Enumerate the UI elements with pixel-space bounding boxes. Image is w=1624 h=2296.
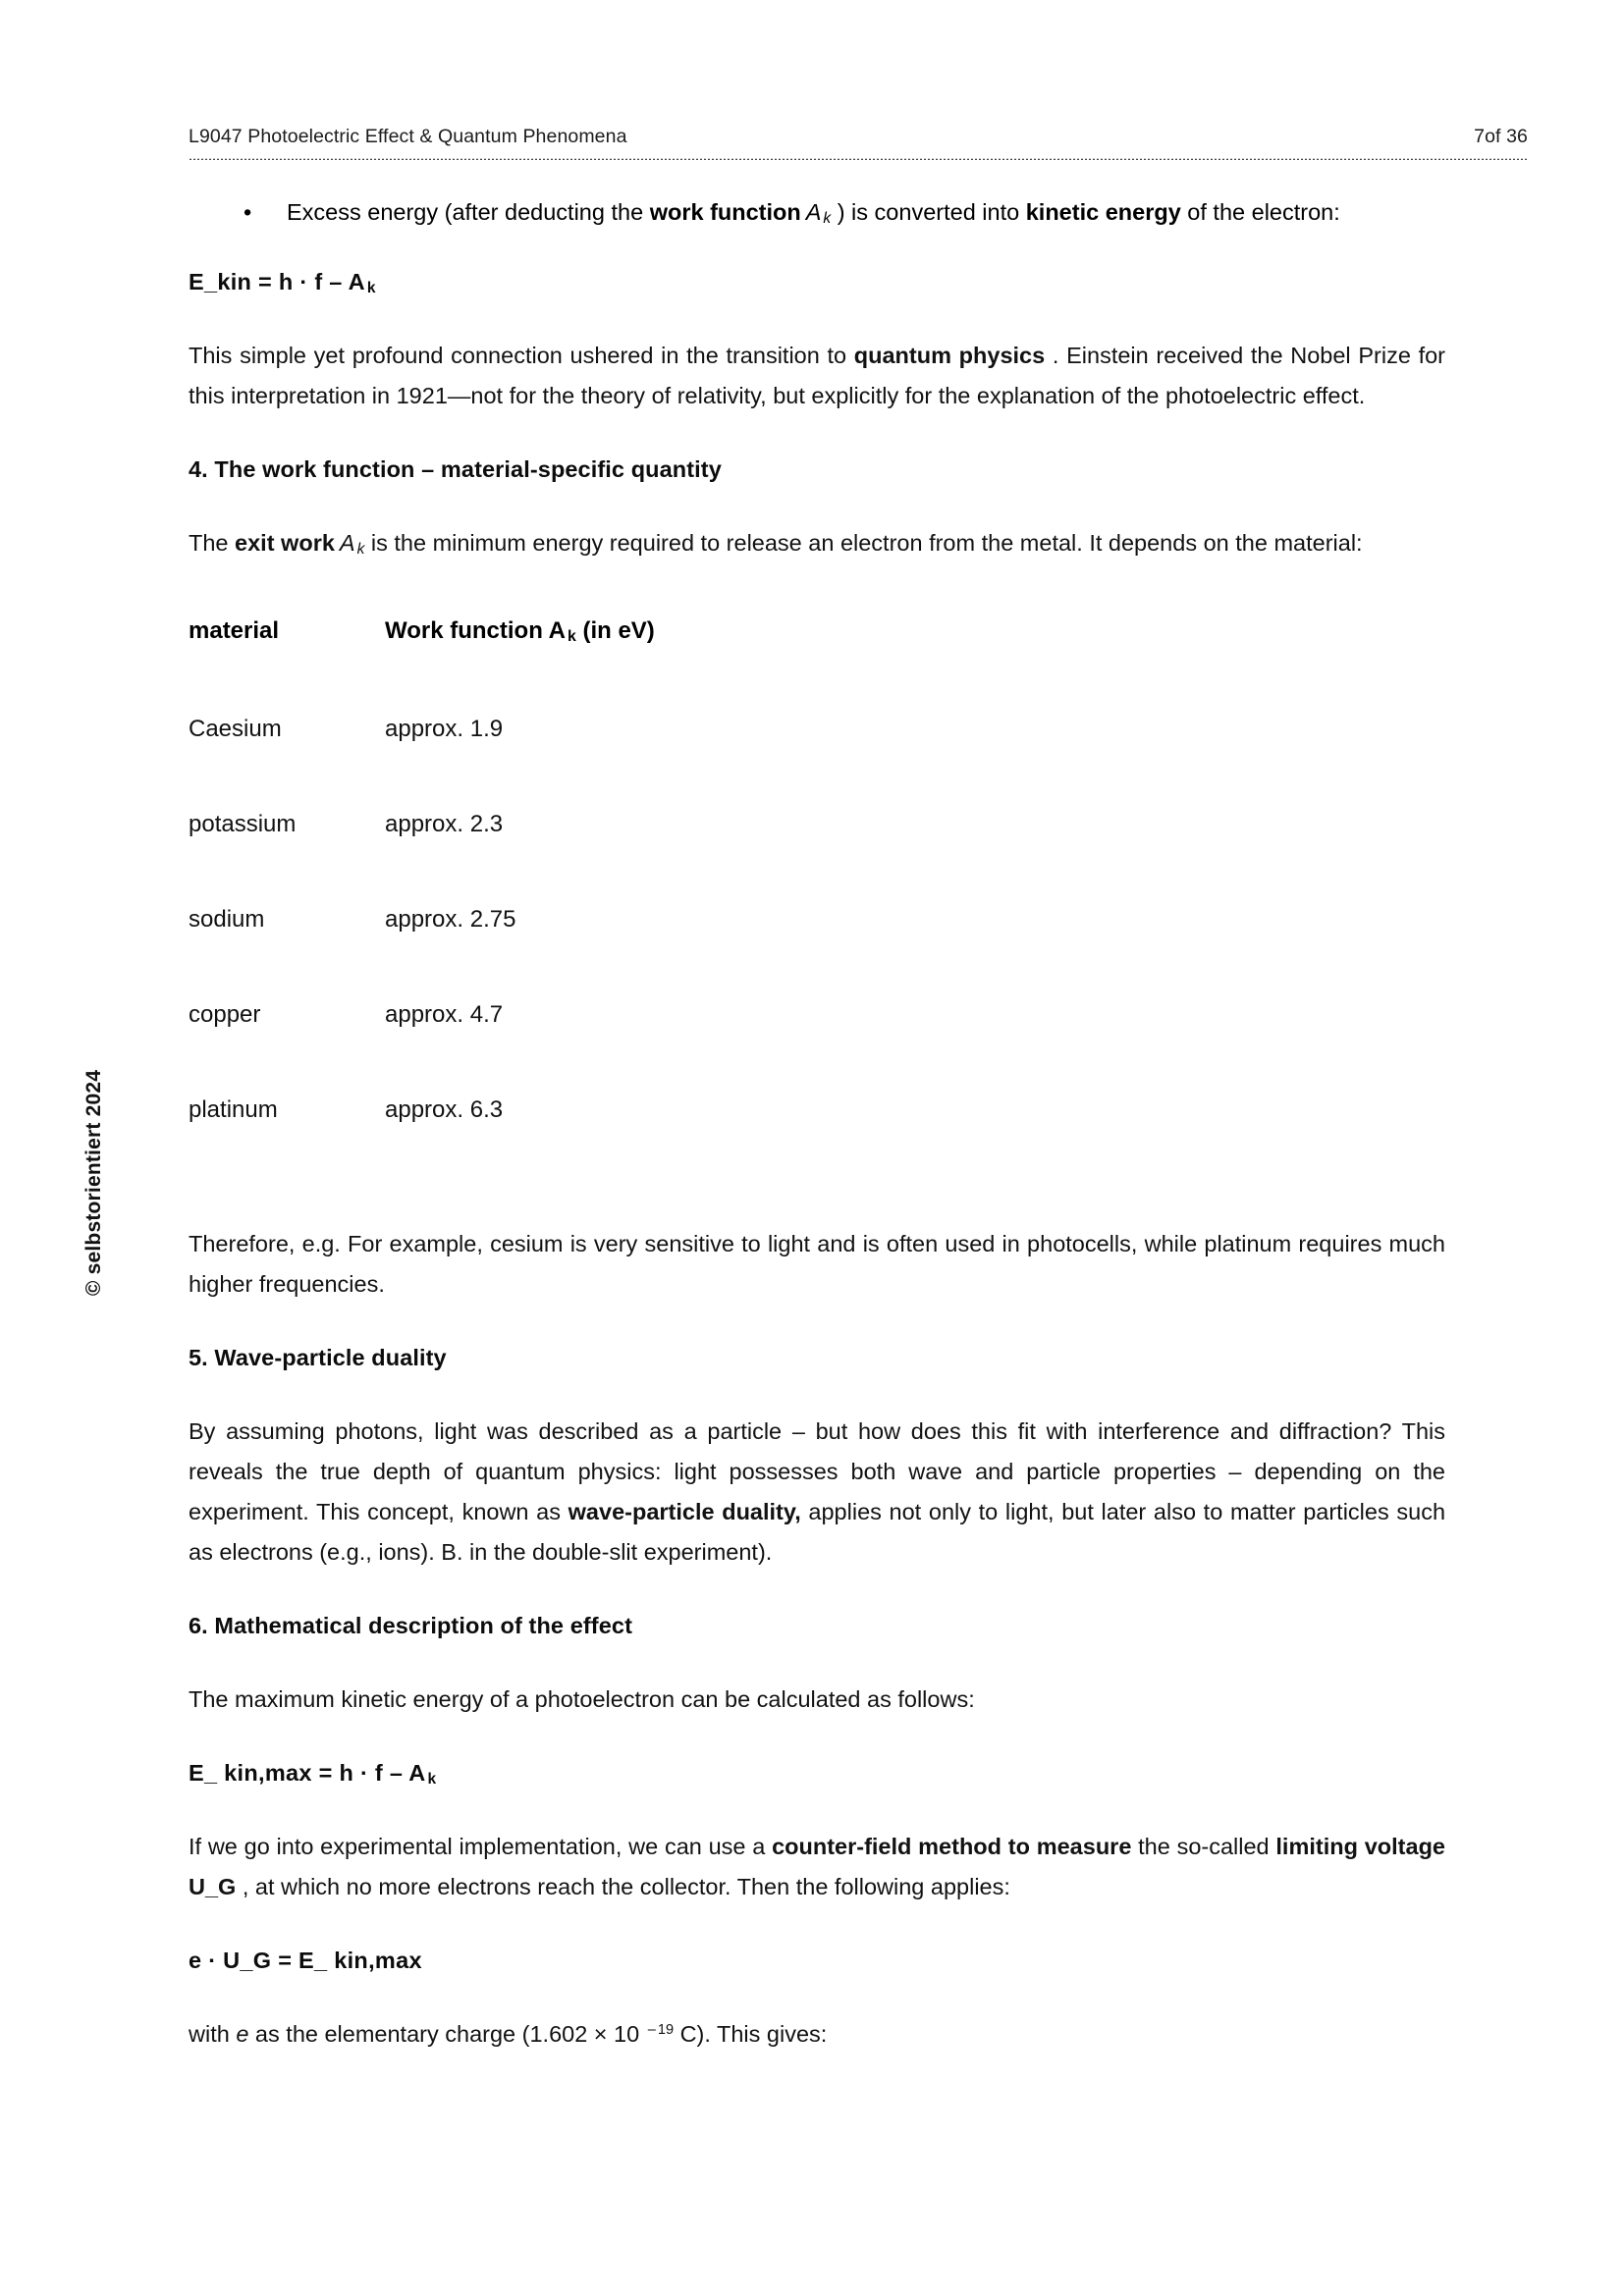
paragraph-elementary-symbol-e: e	[236, 2021, 249, 2047]
paragraph-exitwork-symbol-a: A	[339, 530, 355, 556]
bullet-symbol-a: A	[805, 199, 822, 225]
table-cell-value: approx. 6.3	[385, 1096, 504, 1123]
formula-ekinmax-subscript-k: k	[427, 1771, 437, 1789]
table-header-row	[189, 614, 817, 713]
paragraph-exitwork-subscript-k: k	[356, 541, 365, 559]
paragraph-exit-work	[189, 523, 1445, 563]
document-body	[189, 192, 1445, 2055]
table-cell-material: sodium	[189, 906, 265, 933]
formula-ekin	[189, 262, 1445, 302]
paragraph-elementary-part3: C). This gives:	[674, 2021, 828, 2047]
table-cell-value: approx. 2.75	[385, 906, 516, 933]
table-header-material: material	[189, 617, 280, 644]
bullet-subscript-k: k	[823, 210, 832, 228]
bullet-text-mid: ) is converted into	[831, 199, 1026, 225]
heading-section-4: 4. The work function – material-specific quantity	[189, 456, 722, 482]
formula-ekinmax-body: E_ kin,max = h · f – A	[189, 1760, 426, 1786]
table-cell-value: approx. 1.9	[385, 716, 504, 742]
bullet-bold-work-function: work function	[649, 199, 801, 225]
bullet-item-text	[283, 192, 1445, 233]
table-row	[189, 1094, 817, 1189]
paragraph-max-kinetic-energy: The maximum kinetic energy of a photoelectron can be calculated as follows:	[189, 1686, 975, 1712]
paragraph-cesium-sensitivity: Therefore, e.g. For example, cesium is very sensitive to light and is often used in photocells, while platinum requires much higher frequencies.	[189, 1231, 1445, 1297]
table-cell-material: platinum	[189, 1096, 278, 1123]
paragraph-bold-counter-field: counter-field method to measure	[772, 1834, 1132, 1859]
table-cell-value: approx. 2.3	[385, 811, 504, 837]
formula-ekin-body: E_kin = h · f – A	[189, 269, 365, 294]
bullet-list-item	[189, 192, 1445, 233]
table-header-wf-prefix: Work function A	[385, 617, 566, 644]
bullet-text-lead: Excess energy (after deducting the	[287, 199, 650, 225]
table-cell-material: copper	[189, 1001, 261, 1028]
sidebar-copyright-vertical: © selbstorientiert 2024	[82, 1069, 105, 1297]
table-cell-value: approx. 4.7	[385, 1001, 504, 1028]
table-body	[189, 713, 817, 1189]
table-header-wf-suffix: (in eV)	[575, 617, 655, 644]
table-cell-material: Caesium	[189, 716, 282, 742]
paragraph-counterfield-part2: the so-called	[1131, 1834, 1276, 1859]
paragraph-duality-part2: applies not only to light, but later also to matter particles such as electrons (e.g., ions). B. in the double-slit experiment).	[189, 1499, 1446, 1565]
table-cell-material: potassium	[189, 811, 297, 837]
table-row	[189, 998, 817, 1094]
paragraph-elementary-part2: as the elementary charge (1.602 × 10	[248, 2021, 646, 2047]
bullet-dot-icon: •	[244, 199, 252, 225]
formula-ekin-subscript-k: k	[366, 280, 376, 297]
bullet-bold-kinetic-energy: kinetic energy	[1025, 199, 1181, 225]
paragraph-bold-duality: wave-particle duality,	[568, 1499, 801, 1524]
paragraph-exitwork-part2: is the minimum energy required to release an electron from the metal. It depends on the material:	[364, 530, 1363, 556]
paragraph-superscript-minus: –	[647, 2022, 656, 2039]
paragraph-duality-part1: By assuming photons, light was described as a particle – but how does this fit with interference and diffraction? This reveals the true depth of quantum physics: light possesses both wave and particle properties – depending on the experiment. This concept, known as	[189, 1418, 1445, 1524]
table-row	[189, 808, 817, 903]
paragraph-quantum-part2: . Einstein received the Nobel Prize for this interpretation in 1921—not for the theory of relativity, but explicitly for the explanation of the photoelectric effect.	[189, 343, 1445, 408]
paragraph-bold-exit-work: exit work	[235, 530, 335, 556]
formula-ekin-max	[189, 1753, 1445, 1793]
paragraph-exitwork-part1: The	[189, 530, 236, 556]
work-function-table	[189, 614, 817, 1189]
paragraph-bold-limiting-voltage: limiting voltage U_G	[189, 1834, 1445, 1899]
table-row	[189, 903, 817, 998]
table-header-wf-subscript-k: k	[567, 628, 576, 646]
formula-e-ug: e · U_G = E_ kin,max	[189, 1948, 422, 1973]
paragraph-counter-field-method	[189, 1827, 1445, 1907]
paragraph-counterfield-part3: , at which no more electrons reach the collector. Then the following applies:	[236, 1874, 1010, 1899]
paragraph-superscript-exponent: 19	[657, 2022, 675, 2039]
page-header	[189, 126, 1528, 148]
header-divider-dotted	[189, 157, 1528, 160]
paragraph-bold-quantum-physics: quantum physics	[853, 343, 1046, 368]
bullet-text-tail: of the electron:	[1180, 199, 1340, 225]
heading-section-6: 6. Mathematical description of the effect	[189, 1613, 632, 1638]
header-page-number: 7of 36	[1474, 126, 1528, 147]
paragraph-quantum-part1: This simple yet profound connection ushered in the transition to	[189, 343, 854, 368]
paragraph-elementary-part1: with	[189, 2021, 237, 2047]
table-row	[189, 713, 817, 808]
paragraph-wave-particle-duality	[189, 1412, 1445, 1573]
paragraph-counterfield-part1: If we go into experimental implementation, we can use a	[189, 1834, 773, 1859]
paragraph-quantum-transition	[189, 336, 1445, 416]
heading-section-5: 5. Wave-particle duality	[189, 1345, 447, 1370]
paragraph-elementary-charge	[189, 2014, 1445, 2055]
header-document-title: L9047 Photoelectric Effect & Quantum Phenomena	[189, 126, 627, 147]
table-header-work-function	[385, 614, 817, 713]
